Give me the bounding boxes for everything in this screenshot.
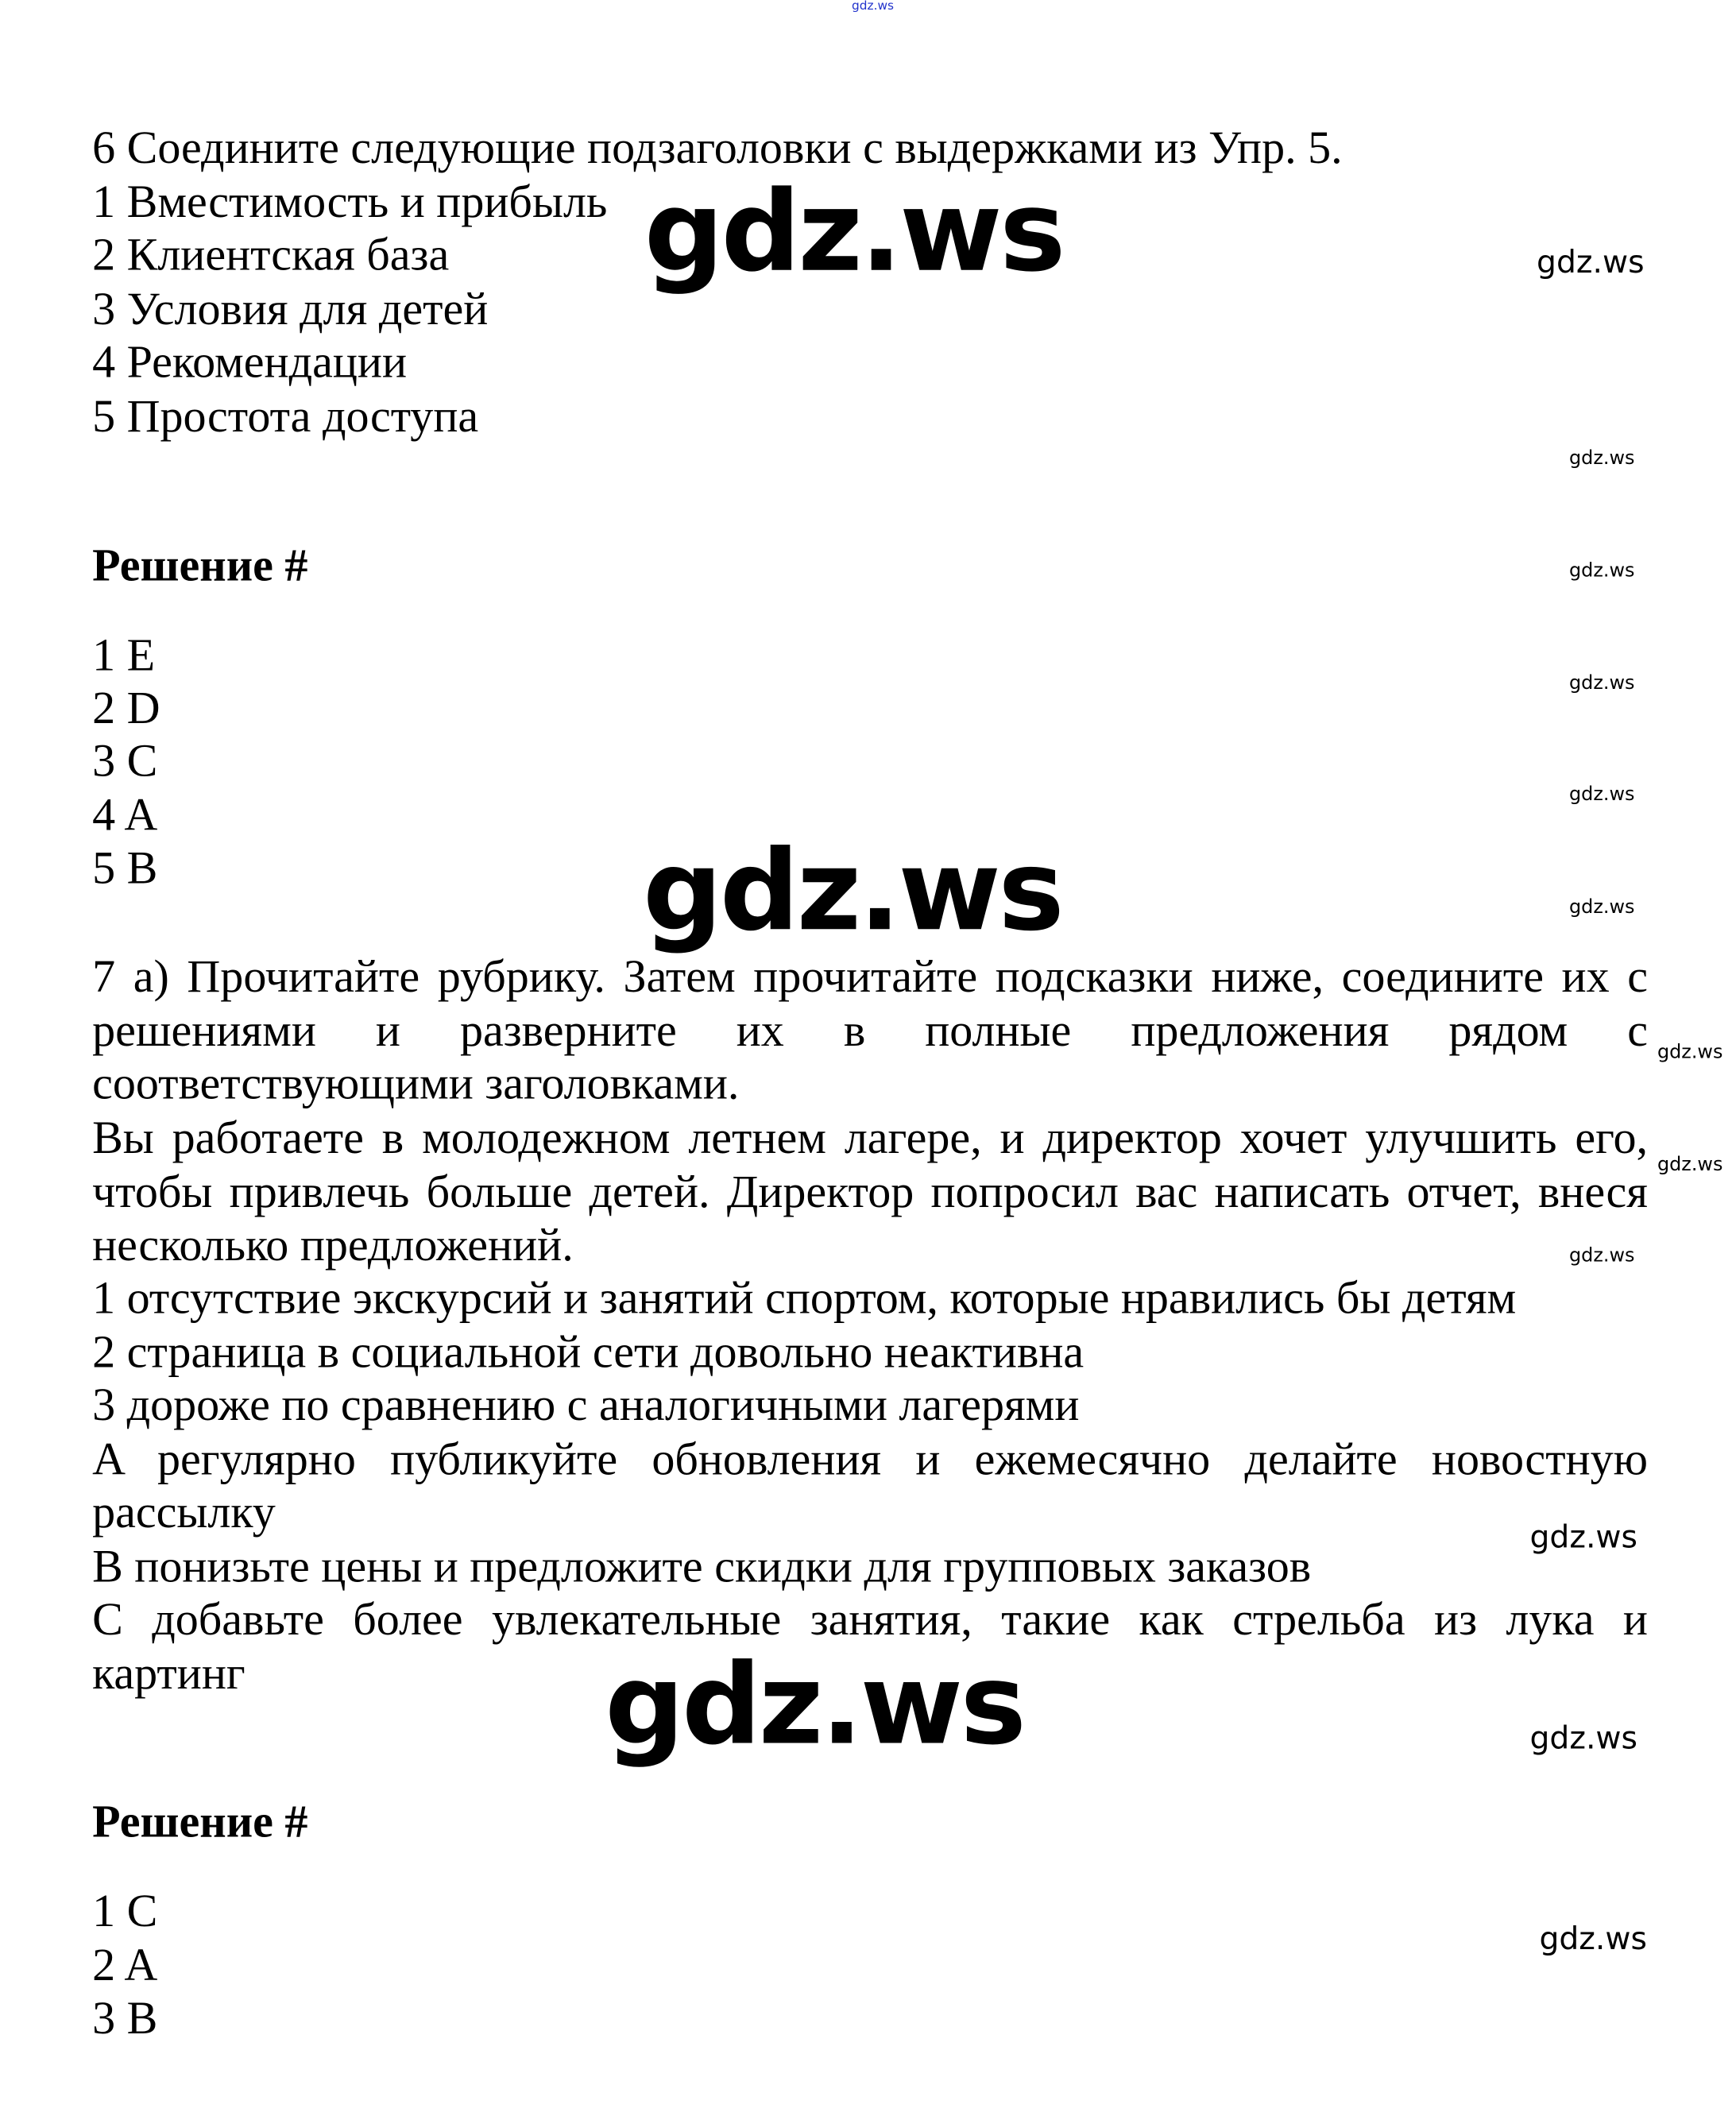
watermark-medium: gdz.ws — [1537, 245, 1645, 281]
watermark-large: gdz.ws — [643, 827, 1062, 957]
task6-item: 3 Условия для детей — [92, 284, 489, 335]
task7-problem: 3 дороже по сравнению с аналогичными лагерями — [92, 1380, 1080, 1431]
task7-context-line: чтобы привлечь больше детей. Директор попросил вас написать отчет, внеся — [92, 1167, 1649, 1218]
task7-context-line: Вы работаете в молодежном летнем лагере, и директор хочет улучшить его, — [92, 1113, 1649, 1164]
task7-solution-line: рассылку — [92, 1487, 276, 1538]
task6-item: 5 Простота доступа — [92, 392, 479, 443]
watermark-small: gdz.ws — [1568, 559, 1635, 582]
solution7-answer: 2 A — [92, 1940, 158, 1991]
task7-problem: 2 страница в социальной сети довольно неактивна — [92, 1328, 1085, 1379]
solution6-answer: 1 E — [92, 630, 156, 681]
task7-solution-line: B понизьте цены и предложите скидки для групповых заказов — [92, 1542, 1312, 1593]
solution6-answer: 4 A — [92, 791, 158, 841]
task7-intro-line: соответствующими заголовками. — [92, 1059, 740, 1110]
task7-solution-line: A регулярно публикуйте обновления и ежемесячно делайте новостную — [92, 1435, 1649, 1486]
task6-item: 4 Рекомендации — [92, 338, 408, 389]
task7-solution-line: картинг — [92, 1649, 246, 1700]
solution6-heading: Решение # — [92, 541, 308, 592]
solution7-answer: 3 B — [92, 1994, 158, 2044]
task7-intro-line: 7 а) Прочитайте рубрику. Затем прочитайте подсказки ниже, соедините их с — [92, 952, 1649, 1003]
watermark-small: gdz.ws — [1657, 1041, 1723, 1064]
watermark-small: gdz.ws — [1568, 1245, 1635, 1267]
task6-item: 1 Вместимость и прибыль — [92, 177, 608, 228]
task7-context-line: несколько предложений. — [92, 1220, 574, 1271]
watermark-small: gdz.ws — [1568, 783, 1635, 806]
watermark-small: gdz.ws — [1568, 447, 1635, 470]
task6-item: 2 Клиентская база — [92, 230, 450, 281]
watermark-small: gdz.ws — [1568, 672, 1635, 694]
watermark-medium: gdz.ws — [1529, 1520, 1638, 1556]
watermark-small: gdz.ws — [1568, 896, 1635, 919]
solution6-answer: 3 C — [92, 736, 158, 787]
solution7-heading: Решение # — [92, 1797, 308, 1847]
solution6-answer: 2 D — [92, 683, 160, 734]
watermark-large: gdz.ws — [605, 1641, 1024, 1770]
solution6-answer: 5 B — [92, 843, 158, 894]
solution7-answer: 1 C — [92, 1886, 158, 1937]
watermark-small: gdz.ws — [1657, 1154, 1723, 1176]
watermark-large: gdz.ws — [644, 168, 1064, 297]
watermark-top: gdz.ws — [851, 0, 895, 14]
task7-intro-line: решениями и разверните их в полные предложения рядом с — [92, 1006, 1649, 1057]
task7-solution-line: C добавьте более увлекательные занятия, такие как стрельба из лука и — [92, 1595, 1649, 1646]
task7-problem: 1 отсутствие экскурсий и занятий спортом, которые нравились бы детям — [92, 1273, 1517, 1325]
task6-title: 6 Соедините следующие подзаголовки с выдержками из Упр. 5. — [92, 123, 1343, 174]
watermark-medium: gdz.ws — [1539, 1921, 1647, 1958]
watermark-medium: gdz.ws — [1529, 1721, 1638, 1757]
